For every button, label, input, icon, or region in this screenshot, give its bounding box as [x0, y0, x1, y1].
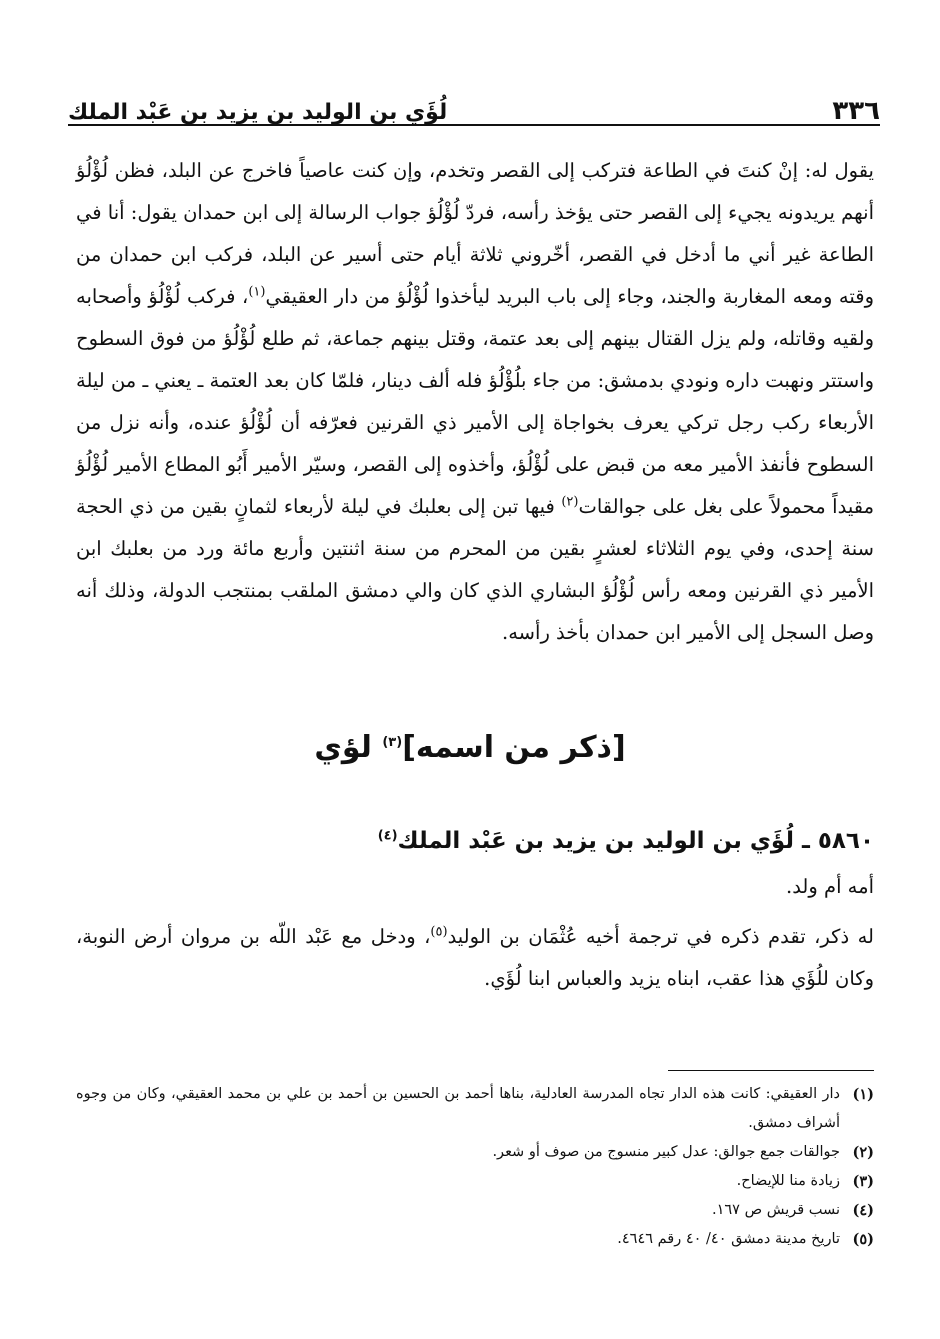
entry-title: ٥٨٦٠ ـ لُؤَي بن الوليد بن يزيد بن عَبْد الملك [397, 828, 874, 854]
header-rule [68, 124, 880, 126]
footnote-ref-5: (٥) [430, 924, 448, 940]
page-number: ٣٣٦ [832, 96, 880, 126]
footnote-number: (٤) [852, 1202, 874, 1219]
footnote-text: زيادة منا للإيضاح. [736, 1173, 840, 1189]
footnote-number: (١) [852, 1086, 874, 1103]
body-text-part-1: يقول له: إنْ كنتَ في الطاعة فتركب إلى القصر وتخدم، وإن كنت عاصياً فاخرج عن البلد، فظن لُؤْلُؤ أنهم يريدونه يجيء إلى القصر حتى يؤخذ رأسه، فردّ لُؤْلُؤ جواب الرسالة إلى ابن حمدان يقول: أنا في الطاعة غير أني ما أدخل في القصر، أخّروني ثلاثة أيام حتى أسير عن البلد، فركب ابن حمدان من وقته ومعه المغاربة والجند، وجاء إلى باب البريد ليأخذوا لُؤْلُؤ من دار العقيقي [76, 159, 875, 308]
footnote-ref-1: (١) [248, 284, 266, 300]
body-text-part-3: فيها تبن إلى بعلبك في ليلة لأربعاء لثمانٍ بقين من ذي الحجة سنة إحدى، وفي يوم الثلاثاء لعشرٍ بقين من المحرم من سنة اثنتين وأربع مائة ورد من بعلبك ابن الأمير ذي القرنين ومعه رأس لُؤْلُؤ البشاري الذي كان والي دمشق الملقب بمنتجب الدولة، وذلك أنه وصل السجل إلى الأمير ابن حمدان بأخذ رأسه. [76, 495, 874, 644]
footnote-3 [76, 1167, 874, 1196]
footnote-text: جوالقات جمع جوالق: عدل كبير منسوج من صوف أو شعر. [492, 1144, 840, 1160]
entry-text-part-1: له ذكر، تقدم ذكره في ترجمة أخيه عُثْمَان بن الوليد [447, 925, 874, 948]
entry-line-1: أمه أم ولد. [786, 875, 874, 898]
entry-paragraph-2 [76, 916, 874, 1000]
footnote-number: (٣) [852, 1173, 874, 1190]
footnote-1 [76, 1080, 874, 1138]
footnote-ref-2: (٢) [561, 494, 579, 510]
page-header [68, 76, 880, 124]
entry-body [76, 866, 874, 1000]
footnote-4 [76, 1196, 874, 1225]
main-text [76, 150, 874, 654]
footnote-text: دار العقيقي: كانت هذه الدار تجاه المدرسة العادلية، بناها أحمد بن الحسين بن أحمد بن علي بن محمد العقيقي، وكان من وجوه أشراف دمشق. [76, 1086, 840, 1131]
footnote-ref-4: (٤) [377, 828, 398, 844]
entry-heading [76, 828, 874, 856]
entry-text-part-2: ، ودخل مع عَبْد اللّه بن مروان أرض النوبة، وكان للُؤَي هذا عقب، ابناه يزيد والعباس ابنا لُؤَي. [76, 925, 874, 990]
section-heading-name: لؤي [314, 730, 383, 765]
footnote-ref-3: (٣) [382, 735, 403, 750]
footnote-text: نسب قريش ص ١٦٧. [711, 1202, 840, 1218]
running-title: لُؤَي بن الوليد بن يزيد بن عَبْد الملك [68, 100, 448, 125]
footnote-separator [668, 1070, 874, 1071]
footnotes [76, 1080, 874, 1254]
footnote-text: تاريخ مدينة دمشق ٤٠/ ٤٠ رقم ٤٦٤٦. [617, 1231, 840, 1247]
section-heading-text: [ذكر من اسمه] [402, 730, 626, 765]
section-heading [60, 730, 880, 766]
footnote-number: (٥) [852, 1231, 874, 1248]
body-text-part-2: ، فركب لُؤْلُؤ وأصحابه ولقيه وقاتله، ولم يزل القتال بينهم إلى بعد عتمة، وقتل بينهم جماعة، ثم طلع لُؤْلُؤ من فوق السطوح واستتر ونهبت داره ونودي بدمشق: من جاء بلُؤْلُؤ فله ألف دينار، فلمّا كان بعد العتمة ـ يعني ـ من ليلة الأربعاء ركب رجل تركي يعرف بخواجاة إلى الأمير ذي القرنين فعرّفه أن لُؤْلُؤ عنده، وأنه نزل من السطوح فأنفذ الأمير معه من قبض على لُؤْلُؤ، وأخذوه إلى القصر، وسيّر الأمير أَبُو المطاع الأمير لُؤْلُؤ مقيداً محمولاً على بغل على جوالقات [76, 285, 875, 518]
footnote-2 [76, 1138, 874, 1167]
body-paragraph [76, 150, 874, 654]
footnote-number: (٢) [852, 1144, 874, 1161]
footnote-5 [76, 1225, 874, 1254]
